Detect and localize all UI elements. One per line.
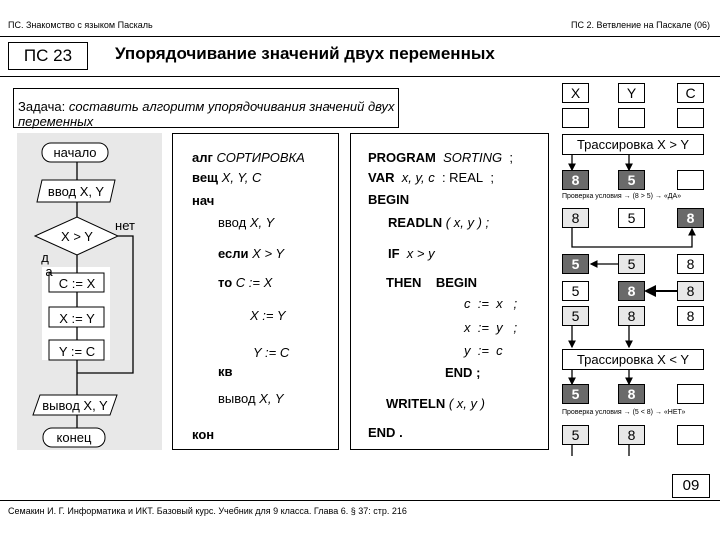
kw: вывод: [218, 391, 256, 406]
kw: END: [368, 425, 396, 440]
kw: ввод: [218, 215, 247, 230]
page-number: 09: [672, 474, 710, 498]
trace-cell: 8: [677, 306, 704, 326]
trace-cell: 8: [677, 254, 704, 274]
trace1-title: Трассировка X > Y: [562, 134, 704, 155]
alg-line: C := X: [235, 275, 273, 290]
trace-cell: 8: [618, 425, 645, 445]
trace-cell: 5: [618, 170, 645, 190]
trace-cell: 5: [562, 384, 589, 404]
page-title: Упорядочивание значений двух переменных: [115, 44, 495, 63]
trace-cell: 5: [618, 208, 645, 228]
empty-cell: [562, 108, 589, 128]
kw: BEGIN: [435, 275, 478, 290]
header-left: ПС. Знакомство с языком Паскаль: [8, 20, 153, 30]
trace-cell: 8: [618, 306, 645, 326]
trace-cell: 5: [618, 254, 645, 274]
kw: VAR: [368, 170, 395, 185]
alg-line: X, Y: [259, 391, 284, 406]
kw: READLN: [388, 215, 443, 230]
pas-text: x := y: [464, 320, 503, 335]
kw: THEN: [386, 275, 422, 290]
trace-cell: 8: [618, 281, 645, 301]
alg-name: СОРТИРОВКА: [216, 150, 305, 165]
pas-text: .: [399, 425, 403, 440]
task-text: составить алгоритм упорядочивания значений двух переменных: [18, 99, 395, 129]
trace1-check: Проверка условия → (8 > 5) → «ДА»: [562, 193, 682, 200]
fc-no: нет: [115, 218, 135, 233]
fc-step2: X := Y: [59, 311, 95, 326]
fc-step3: Y := C: [58, 344, 96, 359]
trace-cell: 5: [562, 254, 589, 274]
header-x: X: [562, 83, 589, 103]
trace2-title: Трассировка X < Y: [562, 349, 704, 370]
trace-cell: 8: [562, 170, 589, 190]
header-y: Y: [618, 83, 645, 103]
trace-cell: [677, 425, 704, 445]
kw: то: [218, 275, 233, 290]
header-c: C: [677, 83, 704, 103]
alg-vars: X, Y, C: [221, 170, 262, 185]
fc-input: ввод X, Y: [47, 184, 105, 199]
kw: нач: [192, 193, 215, 208]
kw: алг: [192, 150, 213, 165]
fc-yes: д: [41, 250, 49, 265]
fc-output: вывод X, Y: [42, 398, 108, 413]
trace-cell: 8: [677, 208, 704, 228]
pas-text: x, y, c: [401, 170, 435, 185]
pas-text: ;: [490, 170, 494, 185]
header-right: ПС 2. Ветвление на Паскале (06): [571, 20, 710, 30]
fc-step1: C := X: [58, 276, 96, 291]
kw: вещ: [192, 170, 219, 185]
trace-cell: [677, 384, 704, 404]
fc-end: конец: [56, 430, 92, 445]
divider: [0, 500, 720, 501]
kw: кон: [192, 427, 215, 442]
kw: WRITELN: [386, 396, 446, 411]
kw: END: [445, 365, 473, 380]
alg-line: X := Y: [250, 308, 286, 323]
trace-cell: 8: [562, 208, 589, 228]
alg-line: X, Y: [249, 215, 275, 230]
empty-cell: [677, 108, 704, 128]
pas-text: ;: [513, 296, 518, 311]
fc-condition: X > Y: [61, 229, 93, 244]
alg-line: Y := C: [253, 345, 290, 360]
kw: BEGIN: [368, 192, 410, 207]
trace-cell: 8: [677, 281, 704, 301]
pas-text: x > y: [406, 246, 435, 261]
trace-cell: 5: [562, 306, 589, 326]
empty-cell: [618, 108, 645, 128]
pas-text: ;: [476, 365, 481, 380]
trace-cell: 5: [562, 281, 589, 301]
pas-text: ( x, y ): [448, 396, 485, 411]
pas-text: : REAL: [441, 170, 484, 185]
trace2-check: Проверка условия → (5 < 8) → «НЕТ»: [562, 409, 686, 416]
fc-start: начало: [53, 145, 97, 160]
pas-text: c := x: [464, 296, 503, 311]
pas-text: SORTING: [443, 150, 503, 165]
pas-text: y := c: [464, 343, 503, 358]
trace-cell: 5: [562, 425, 589, 445]
trace-cell: [677, 170, 704, 190]
task-label: Задача:: [18, 99, 66, 114]
kw: IF: [388, 246, 400, 261]
footer: Семакин И. Г. Информатика и ИКТ. Базовый курс. Учебник для 9 класса. Глава 6. § 37: стр. 216: [8, 506, 407, 516]
alg-line: X > Y: [252, 246, 285, 261]
pas-text: ;: [513, 320, 518, 335]
kw: если: [218, 246, 249, 261]
fc-yes: а: [45, 264, 53, 279]
trace-cell: 8: [618, 384, 645, 404]
kw: PROGRAM: [368, 150, 436, 165]
kw: кв: [218, 364, 233, 379]
slide-code: ПС 23: [8, 42, 88, 70]
pas-text: ( x, y ) ;: [445, 215, 490, 230]
pas-text: ;: [509, 150, 513, 165]
